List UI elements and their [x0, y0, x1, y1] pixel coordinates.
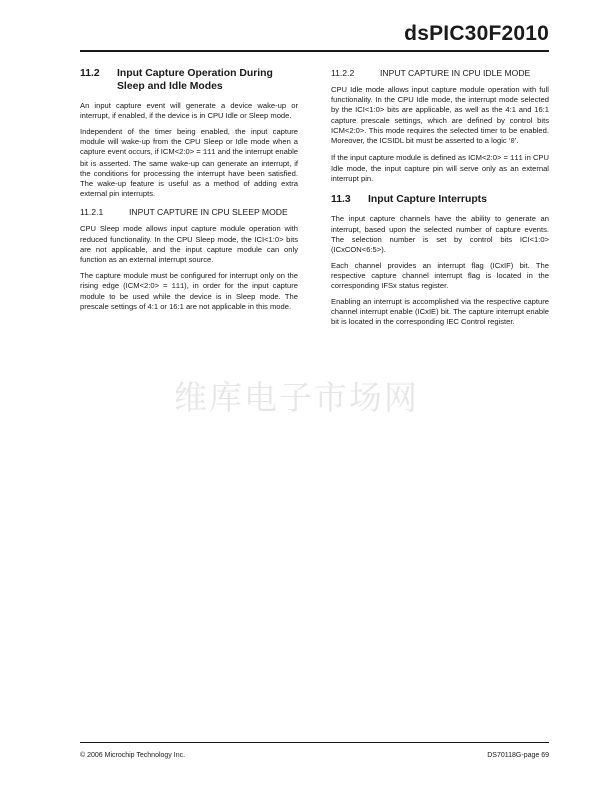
- paragraph: Enabling an interrupt is accomplished via the respective capture channel interrupt enable (ICxIE) bit. The capture interrupt enable bit is located in the corresponding IEC Control register.: [331, 296, 549, 327]
- section-number: 11.2: [80, 68, 100, 79]
- code-value: 111: [510, 154, 523, 163]
- paragraph-text: Independent of the timer being enabled, the input capture module will wake-up from the CPU Sleep or Idle mode when a capture event occurs, if ICM<2:0> =: [80, 126, 298, 157]
- paragraph: Each channel provides an interrupt flag (ICxIF) bit. The respective capture channel interrupt flag is located in the corresponding IFSx status register.: [331, 260, 549, 291]
- footer-page-number: DS70118G-page 69: [487, 752, 549, 759]
- subsection-title: INPUT CAPTURE IN CPU SLEEP MODE: [129, 207, 288, 218]
- paragraph: [80, 127, 298, 199]
- code-value: 111: [202, 149, 216, 158]
- paragraph: [331, 153, 549, 185]
- subsection-number: 11.2.1: [80, 207, 104, 218]
- paragraph-text: ’.: [514, 136, 519, 146]
- watermark: 维库电子市场网: [174, 378, 419, 417]
- right-column: [331, 68, 549, 333]
- paragraph-text: If the input capture module is defined as ICM<2:0> =: [331, 152, 511, 162]
- paragraph-text: in CPU Idle mode, the input capture pin will serve only as an external interrupt pin.: [331, 152, 549, 184]
- section-heading-11-3: [331, 194, 549, 207]
- code-value: 0: [510, 138, 515, 147]
- section-title: Input Capture Interrupts: [368, 193, 487, 205]
- paragraph: The input capture channels have the ability to generate an interrupt, based upon the selected number of capture events. The selection number is set by control bits ICI<1:0> (ICxCON<6:5>).: [331, 214, 549, 254]
- paragraph: An input capture event will generate a device wake-up or interrupt, if enabled, if the device is in CPU Idle or Sleep mode.: [80, 101, 298, 121]
- subsection-title: INPUT CAPTURE IN CPU IDLE MODE: [380, 68, 531, 78]
- section-number: 11.3: [331, 193, 351, 205]
- code-value: 111: [171, 282, 185, 291]
- paragraph-text: ), in order for the input capture module to be used while the device is in Sleep mode. The prescale settings of 4:1 or 16:1 are not applicable in this mode.: [80, 280, 298, 312]
- section-title: Input Capture Operation During Sleep and Idle Modes: [117, 68, 273, 92]
- subsection-heading-11-2-1: [80, 207, 298, 218]
- paragraph: [80, 271, 298, 313]
- paragraph-text: and the interrupt enable bit is asserted. The same wake-up can generate an interrupt, if the conditions for processing the interrupt have been satisfied. The wake-up feature is useful as a method of adding extra external pin interrupts.: [80, 147, 299, 199]
- footer-copyright: © 2006 Microchip Technology Inc.: [80, 752, 186, 759]
- left-column: [80, 68, 298, 318]
- document-title: dsPIC30F2010: [404, 22, 549, 45]
- section-heading-11-2: [80, 68, 298, 93]
- paragraph-text: The capture module must be configured for interrupt only on the rising edge (ICM<2:0> =: [80, 270, 298, 290]
- footer-rule: [80, 742, 549, 743]
- subsection-number: 11.2.2: [331, 68, 355, 78]
- paragraph: CPU Sleep mode allows input capture module operation with reduced functionality. In the CPU Sleep mode, the ICI<1:0> bits are not applicable, and the input capture module can only function as an external interrupt source.: [80, 224, 298, 264]
- subsection-heading-11-2-2: [331, 68, 549, 79]
- paragraph-text: CPU Idle mode allows input capture module operation with full functionality. In the CPU Idle mode, the interrupt mode selected by the ICI<1:0> bits are applicable, as well as the 4:1 and 16:1 capture prescale settings, which are defined by control bits ICM<2:0>. This mode requires the selected timer to be enabled. Moreover, the ICSIDL bit must be asserted to a logic ‘: [331, 85, 549, 146]
- header-rule: [80, 50, 549, 52]
- paragraph: [331, 85, 549, 147]
